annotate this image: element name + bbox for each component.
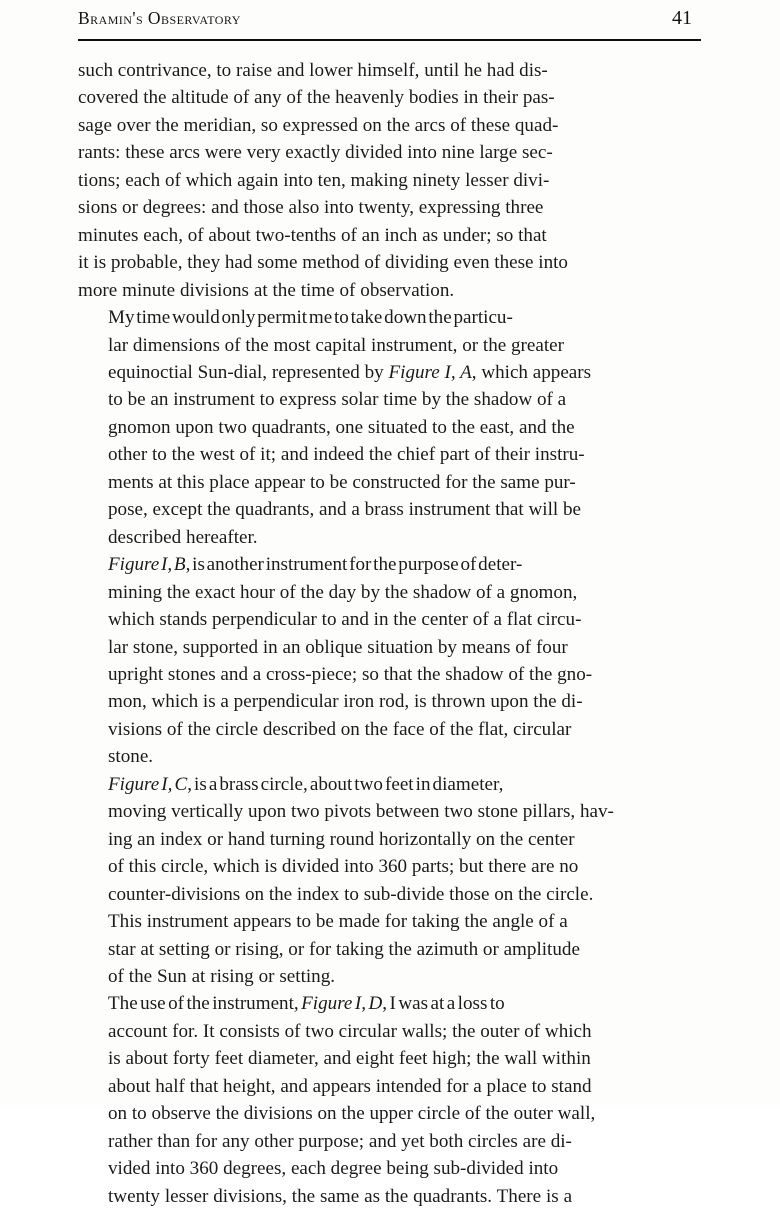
text-line: mining the exact hour of the day by the shadow of a gnomon, [108, 581, 578, 603]
text-line: pose, except the quadrants, and a brass instrument that will be [108, 499, 581, 521]
text-line: is about forty feet diameter, and eight feet high; the wall within [108, 1048, 591, 1070]
paragraph [78, 57, 701, 304]
text-line: it is probable, they had some method of dividing even these into [78, 252, 568, 274]
text-line: of this circle, which is divided into 360 parts; but there are no [108, 856, 579, 878]
text-line: to be an instrument to express solar time by the shadow of a [108, 389, 567, 411]
text-line: sage over the meridian, so expressed on the arcs of these quad- [78, 114, 559, 136]
text-line: sions or degrees: and those also into twenty, expressing three [78, 197, 544, 219]
figure-reference: Figure I, A [388, 361, 472, 383]
text-line: vided into 360 degrees, each degree being sub-divided into [108, 1158, 559, 1180]
header-divider-rule [78, 39, 701, 41]
paragraph [78, 304, 701, 551]
text-line: Figure I, C, is a brass circle, about two feet in diameter, [108, 773, 504, 795]
text-line: stone. [108, 746, 154, 768]
text-line: account for. It consists of two circular walls; the outer of which [108, 1020, 592, 1042]
text-line: more minute divisions at the time of observation. [78, 279, 455, 301]
text-line: ments at this place appear to be constructed for the same pur- [108, 471, 576, 493]
text-line: lar stone, supported in an oblique situation by means of four [108, 636, 568, 658]
text-line: twenty lesser divisions, the same as the quadrants. There is a [108, 1185, 573, 1207]
text-line: on to observe the divisions on the upper circle of the outer wall, [108, 1103, 596, 1125]
figure-reference: Figure I, C [108, 773, 188, 795]
text-line: mon, which is a perpendicular iron rod, is thrown upon the di- [108, 691, 583, 713]
text-line: lar dimensions of the most capital instrument, or the greater [108, 334, 565, 356]
text-line: The use of the instrument, Figure I, D, I was at a loss to [108, 993, 505, 1015]
text-line: about half that height, and appears intended for a place to stand [108, 1075, 592, 1097]
text-line: which stands perpendicular to and in the center of a flat circu- [108, 609, 582, 631]
text-line: upright stones and a cross-piece; so that the shadow of the gno- [108, 663, 593, 685]
text-line: ing an index or hand turning round horizontally on the center [108, 828, 575, 850]
paragraph [78, 551, 701, 771]
paragraph [78, 990, 701, 1210]
text-line: covered the altitude of any of the heavenly bodies in their pas- [78, 87, 555, 109]
text-line: counter-divisions on the index to sub-divide those on the circle. [108, 883, 594, 905]
text-line: My time would only permit me to take down the particu- [108, 307, 513, 329]
running-head [78, 8, 700, 34]
text-line: visions of the circle described on the face of the flat, circular [108, 718, 572, 740]
text-line: rants: these arcs were very exactly divided into nine large sec- [78, 142, 553, 164]
text-line: Figure I, B, is another instrument for the purpose of deter- [108, 554, 523, 576]
text-line: star at setting or rising, or for taking the azimuth or amplitude [108, 938, 580, 960]
text-line: moving vertically upon two pivots between two stone pillars, hav- [108, 801, 614, 823]
text-line: described hereafter. [108, 526, 258, 548]
text-line: minutes each, of about two-tenths of an inch as under; so that [78, 224, 547, 246]
figure-reference: Figure I, B [108, 554, 186, 576]
figure-reference: Figure I, D [301, 993, 383, 1015]
text-line: equinoctial Sun-dial, represented by Figure I, A, which appears [108, 361, 592, 383]
text-line: tions; each of which again into ten, making ninety lesser divi- [78, 169, 550, 191]
text-line: such contrivance, to raise and lower himself, until he had dis- [78, 60, 548, 81]
running-head-title: Bramin's Observatory [78, 8, 241, 28]
page-number: 41 [672, 7, 692, 29]
text-line: gnomon upon two quadrants, one situated to the east, and the [108, 416, 575, 438]
body-text-block [78, 57, 701, 1210]
text-line: other to the west of it; and indeed the chief part of their instru- [108, 444, 585, 466]
text-line: This instrument appears to be made for taking the angle of a [108, 911, 568, 933]
text-line: of the Sun at rising or setting. [108, 965, 336, 987]
paragraph [78, 771, 701, 991]
text-line: rather than for any other purpose; and yet both circles are di- [108, 1130, 572, 1152]
